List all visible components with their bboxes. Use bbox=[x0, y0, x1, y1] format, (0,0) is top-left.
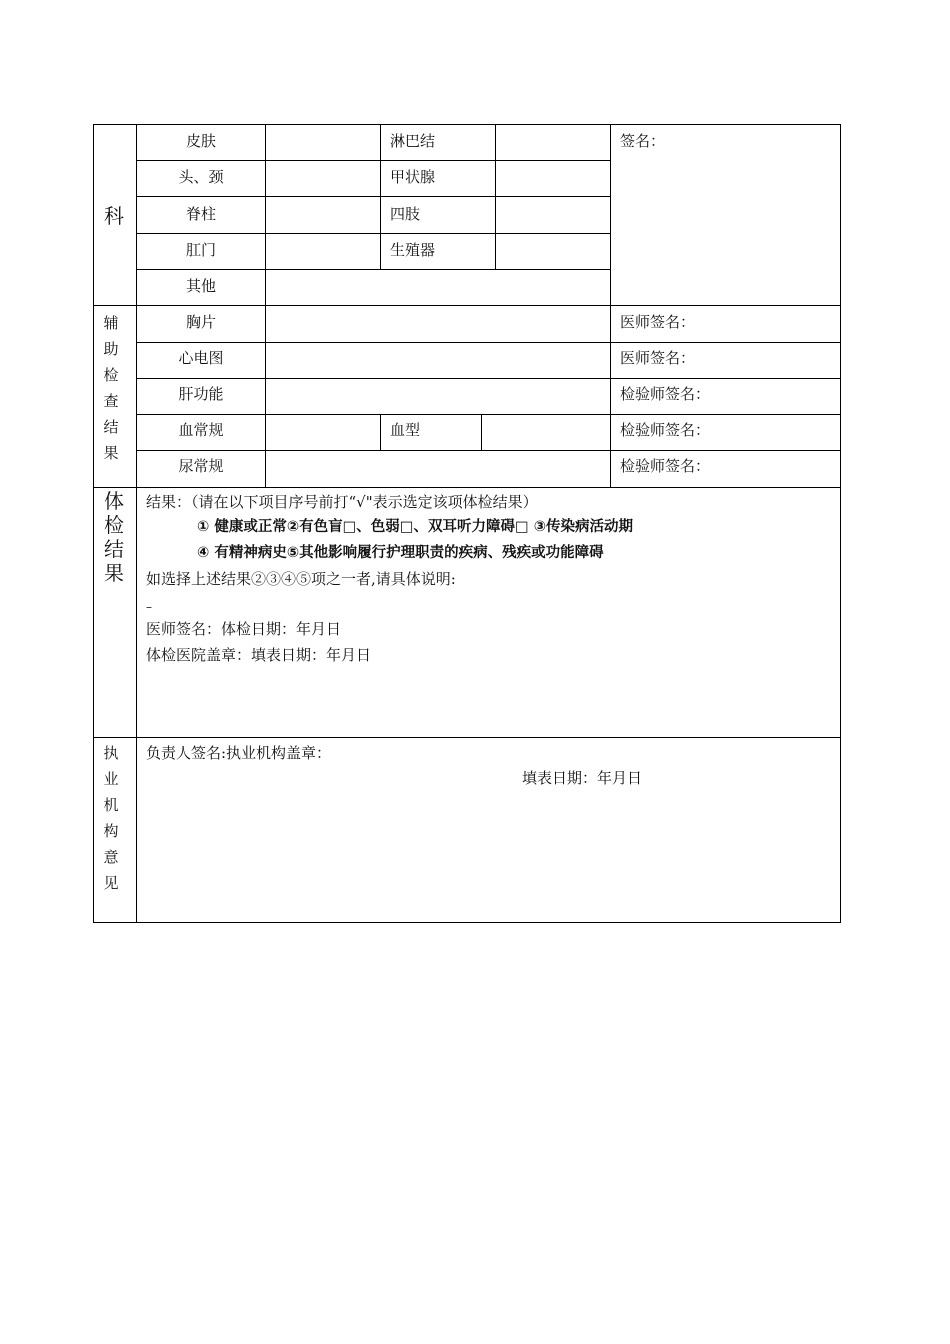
physical-section-label: 科 bbox=[104, 204, 124, 228]
blood-routine-sign: 检验师签名： bbox=[620, 421, 711, 439]
result-intro: 结果：（请在以下项目序号前打“√"表示选定该项体检结果） bbox=[146, 493, 538, 511]
urine-routine-sign: 检验师签名： bbox=[620, 457, 711, 475]
ecg-label: 心电图 bbox=[178, 349, 224, 367]
result-doctor-line: 医师签名：体检日期：年月日 bbox=[146, 620, 342, 638]
limbs-label: 四肢 bbox=[390, 205, 421, 223]
ecg-sign: 医师签名： bbox=[620, 349, 696, 367]
result-section-label: 体检结果 bbox=[104, 489, 124, 585]
urine-routine-label: 尿常规 bbox=[178, 457, 224, 475]
physical-signature: 签名： bbox=[620, 132, 666, 150]
blood-routine-label: 血常规 bbox=[178, 421, 224, 439]
blood-type-label: 血型 bbox=[390, 421, 421, 439]
auxiliary-section-label: 辅助检查结果 bbox=[103, 314, 119, 462]
result-explain: 如选择上述结果②③④⑤项之一者,请具体说明: bbox=[146, 570, 456, 588]
head-neck-label: 头、颈 bbox=[178, 168, 224, 186]
chest-xray-sign: 医师签名： bbox=[620, 313, 696, 331]
result-option-line2: ④ 有精神病史⑤其他影响履行护理职责的疾病、残疾或功能障碍 bbox=[197, 545, 604, 561]
institution-section-label: 执业机构意见 bbox=[103, 744, 119, 892]
anus-label: 肛门 bbox=[185, 241, 216, 259]
other-label: 其他 bbox=[185, 277, 216, 295]
chest-xray-label: 胸片 bbox=[185, 313, 216, 331]
institution-date-line: 填表日期：年月日 bbox=[522, 769, 643, 787]
result-dash: – bbox=[146, 600, 152, 614]
result-hospital-line: 体检医院盖章：填表日期：年月日 bbox=[146, 646, 372, 664]
genital-label: 生殖器 bbox=[390, 241, 436, 259]
lymph-label: 淋巴结 bbox=[390, 132, 436, 150]
spine-label: 脊柱 bbox=[185, 205, 216, 223]
institution-sign-line: 负责人签名:执业机构盖章： bbox=[146, 744, 332, 762]
liver-function-label: 肝功能 bbox=[178, 385, 224, 403]
liver-function-sign: 检验师签名： bbox=[620, 385, 711, 403]
skin-label: 皮肤 bbox=[185, 132, 216, 150]
result-option-line1: ① 健康或正常②有色盲□、色弱□、双耳听力障碍□ ③传染病活动期 bbox=[197, 519, 634, 535]
thyroid-label: 甲状腺 bbox=[390, 168, 436, 186]
